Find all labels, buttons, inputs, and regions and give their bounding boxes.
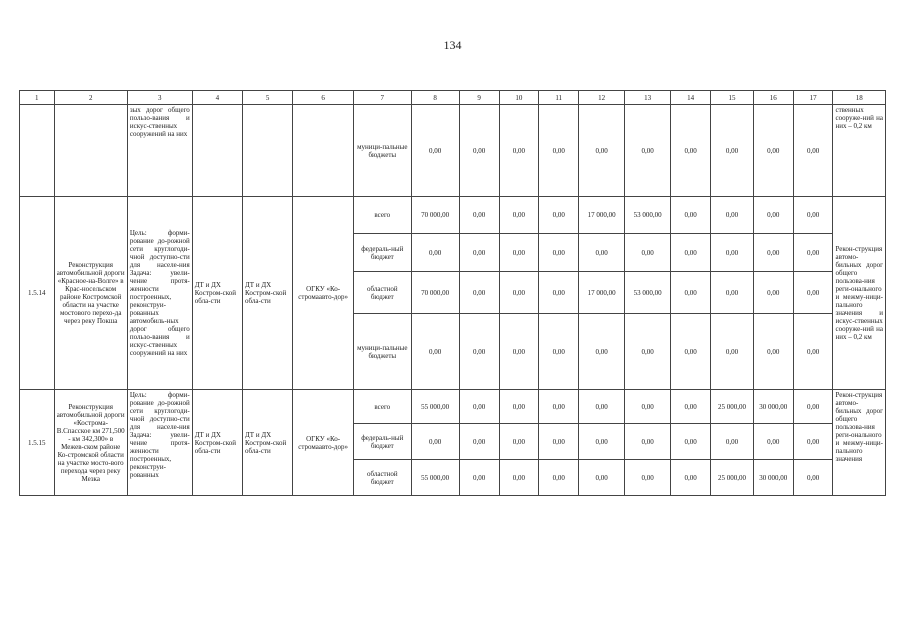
header-cell: 14 [671, 91, 711, 105]
value-cell: 0,00 [459, 314, 499, 390]
value-cell: 0,00 [579, 234, 625, 272]
header-cell: 13 [625, 91, 671, 105]
result-cell: Рекон-струкция автомо-бильных дорог общего пользова-ния реги-онального и межму-ници-пального значения и искус-ственных сооруже-ний на них – 0,2 км [833, 197, 886, 390]
value-cell: 0,00 [793, 390, 833, 424]
budget-label: областной бюджет [354, 460, 412, 496]
header-cell: 11 [539, 91, 579, 105]
header-cell: 7 [354, 91, 412, 105]
value-cell: 70 000,00 [411, 197, 459, 234]
value-cell: 0,00 [459, 460, 499, 496]
value-cell: 0,00 [539, 390, 579, 424]
program-table [19, 90, 886, 496]
header-cell: 6 [293, 91, 354, 105]
header-cell: 16 [753, 91, 793, 105]
customer-cell: ДТ и ДХ Костром-ской обла-сти [192, 197, 242, 390]
value-cell: 0,00 [539, 272, 579, 314]
value-cell: 0,00 [753, 314, 793, 390]
budget-label: муници-пальные бюджеты [354, 314, 412, 390]
value-cell: 0,00 [753, 105, 793, 197]
budget-label: федераль-ный бюджет [354, 424, 412, 460]
value-cell: 0,00 [671, 272, 711, 314]
header-cell: 4 [192, 91, 242, 105]
row-number: 1.5.14 [20, 197, 55, 390]
value-cell: 30 000,00 [753, 460, 793, 496]
header-cell: 18 [833, 91, 886, 105]
value-cell: 0,00 [539, 424, 579, 460]
budget-label: областной бюджет [354, 272, 412, 314]
customer-cell: ДТ и ДХ Костром-ской обла-сти [192, 390, 242, 496]
value-cell: 0,00 [793, 314, 833, 390]
header-row [20, 91, 886, 105]
value-cell: 0,00 [625, 105, 671, 197]
budget-label: всего [354, 197, 412, 234]
row-number: 1.5.15 [20, 390, 55, 496]
value-cell: 0,00 [625, 460, 671, 496]
value-cell: 0,00 [793, 460, 833, 496]
budget-label: федераль-ный бюджет [354, 234, 412, 272]
executor-cell: ОГКУ «Ко-стромаавто-дор» [293, 197, 354, 390]
budget-label: всего [354, 390, 412, 424]
object-name: Реконструкция автомобильной дороги «Кострома-В.Спасское км 271,500 - км 342,300» в Межев-ском районе Ко-стромской области на участке мосто-вого перехода через реку Мезка [54, 390, 127, 496]
header-cell: 12 [579, 91, 625, 105]
value-cell: 0,00 [710, 234, 753, 272]
value-cell: 55 000,00 [411, 460, 459, 496]
value-cell: 0,00 [411, 424, 459, 460]
value-cell: 17 000,00 [579, 197, 625, 234]
value-cell: 30 000,00 [753, 390, 793, 424]
value-cell: 0,00 [625, 390, 671, 424]
table-row [20, 105, 886, 197]
value-cell: 0,00 [411, 314, 459, 390]
value-cell: 0,00 [459, 197, 499, 234]
coexecutor-cell: ДТ и ДХ Костром-ской обла-сти [243, 197, 293, 390]
goal-cell: Цель: форми-рование до-рожной сети круглогоди-чной доступно-сти для населе-ния Задача: увели-чение протя-женности построенных, реконструи-рованных [127, 390, 192, 496]
value-cell: 0,00 [753, 424, 793, 460]
value-cell: 0,00 [411, 105, 459, 197]
value-cell: 25 000,00 [710, 460, 753, 496]
value-cell: 17 000,00 [579, 272, 625, 314]
value-cell: 0,00 [459, 234, 499, 272]
value-cell: 0,00 [411, 234, 459, 272]
value-cell: 0,00 [539, 314, 579, 390]
result-cell: Рекон-струкция автомо-бильных дорог общего пользова-ния реги-онального и межму-ници-пального значения [833, 390, 886, 496]
value-cell: 0,00 [539, 460, 579, 496]
header-cell: 9 [459, 91, 499, 105]
value-cell: 0,00 [671, 424, 711, 460]
value-cell: 0,00 [579, 390, 625, 424]
value-cell: 0,00 [793, 105, 833, 197]
value-cell: 0,00 [793, 197, 833, 234]
value-cell: 0,00 [499, 460, 539, 496]
value-cell: 0,00 [671, 314, 711, 390]
header-cell: 3 [127, 91, 192, 105]
value-cell: 0,00 [579, 460, 625, 496]
budget-label: муници-пальные бюджеты [354, 105, 412, 197]
value-cell: 0,00 [539, 197, 579, 234]
value-cell: 0,00 [539, 105, 579, 197]
table-row [20, 197, 886, 234]
value-cell: 70 000,00 [411, 272, 459, 314]
value-cell: 0,00 [793, 272, 833, 314]
value-cell: 0,00 [625, 424, 671, 460]
value-cell: 0,00 [710, 105, 753, 197]
value-cell: 0,00 [539, 234, 579, 272]
header-cell: 17 [793, 91, 833, 105]
value-cell: 0,00 [793, 234, 833, 272]
value-cell: 53 000,00 [625, 272, 671, 314]
value-cell: 0,00 [671, 460, 711, 496]
result-cell: ственных сооруже-ний на них – 0,2 км [833, 105, 886, 197]
value-cell: 0,00 [459, 424, 499, 460]
header-cell: 5 [243, 91, 293, 105]
value-cell: 0,00 [671, 197, 711, 234]
executor-cell: ОГКУ «Ко-стромаавто-дор» [293, 390, 354, 496]
value-cell: 25 000,00 [710, 390, 753, 424]
value-cell: 0,00 [793, 424, 833, 460]
value-cell: 0,00 [499, 424, 539, 460]
value-cell: 0,00 [753, 272, 793, 314]
value-cell: 0,00 [710, 424, 753, 460]
table-row [20, 390, 886, 424]
value-cell: 0,00 [671, 390, 711, 424]
value-cell: 0,00 [671, 105, 711, 197]
page-number: 134 [443, 38, 462, 52]
value-cell: 0,00 [499, 234, 539, 272]
value-cell: 0,00 [710, 197, 753, 234]
value-cell: 0,00 [710, 272, 753, 314]
value-cell: 0,00 [499, 197, 539, 234]
header-cell: 1 [20, 91, 55, 105]
header-cell: 8 [411, 91, 459, 105]
header-cell: 15 [710, 91, 753, 105]
value-cell: 0,00 [753, 234, 793, 272]
goal-cell: зых дорог общего пользо-вания и искус-ственных сооружений на них [127, 105, 192, 197]
value-cell: 0,00 [459, 390, 499, 424]
value-cell: 0,00 [579, 314, 625, 390]
value-cell: 0,00 [710, 314, 753, 390]
value-cell: 53 000,00 [625, 197, 671, 234]
value-cell: 0,00 [459, 272, 499, 314]
value-cell: 0,00 [579, 424, 625, 460]
value-cell: 0,00 [579, 105, 625, 197]
value-cell: 0,00 [671, 234, 711, 272]
value-cell: 0,00 [753, 197, 793, 234]
value-cell: 0,00 [459, 105, 499, 197]
value-cell: 0,00 [499, 272, 539, 314]
value-cell: 0,00 [625, 234, 671, 272]
header-cell: 2 [54, 91, 127, 105]
value-cell: 55 000,00 [411, 390, 459, 424]
object-name: Реконструкция автомобильной дороги «Красное-на-Волге» в Крас-носельском районе Костромской области на участке мостового перехо-да через реку Покша [54, 197, 127, 390]
goal-cell: Цель: форми-рование до-рожной сети круглогоди-чной доступно-сти для населе-ния Задача: увели-чение протя-женности построенных, реконструи-рованных автомобиль-ных дорог общего пользо-вания и искус-ственных сооружений на них [127, 197, 192, 390]
value-cell: 0,00 [499, 314, 539, 390]
value-cell: 0,00 [499, 105, 539, 197]
value-cell: 0,00 [499, 390, 539, 424]
coexecutor-cell: ДТ и ДХ Костром-ской обла-сти [243, 390, 293, 496]
value-cell: 0,00 [625, 314, 671, 390]
header-cell: 10 [499, 91, 539, 105]
